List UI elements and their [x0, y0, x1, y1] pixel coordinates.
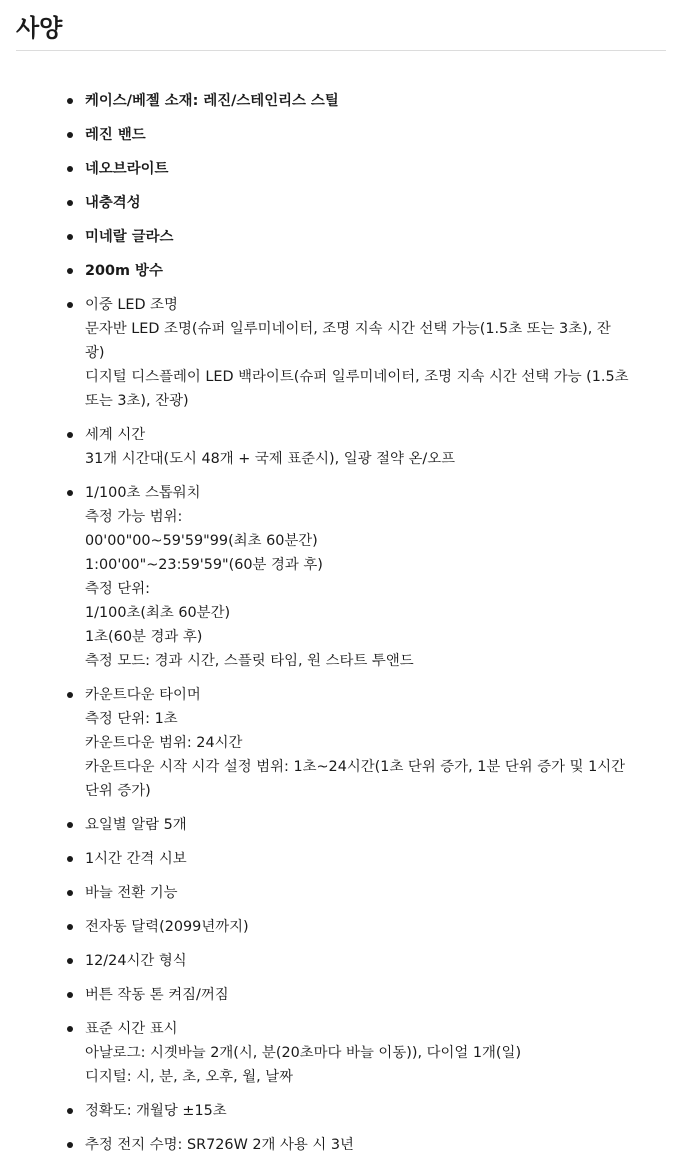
spec-item	[0, 225, 682, 249]
spec-item-detail: 측정 단위:	[85, 581, 151, 597]
spec-item	[0, 423, 682, 471]
spec-list	[0, 89, 682, 1167]
spec-item-title: 네오브라이트	[85, 161, 169, 177]
spec-item	[0, 259, 682, 283]
spec-item	[0, 89, 682, 113]
spec-item-title: 바늘 전환 기능	[85, 885, 178, 901]
spec-item-title: 200m 방수	[85, 263, 163, 279]
spec-item	[0, 983, 682, 1007]
spec-item-detail: 측정 가능 범위:	[85, 509, 183, 525]
spec-item-detail: 문자반 LED 조명(슈퍼 일루미네이터, 조명 지속 시간 선택 가능(1.5초 또는 3초), 잔광)	[85, 321, 611, 361]
spec-item	[0, 683, 682, 803]
spec-item-title: 정확도: 개월당 ±15초	[85, 1103, 227, 1119]
spec-item-title: 12/24시간 형식	[85, 953, 187, 969]
spec-item-title: 1/100초 스톱워치	[85, 485, 201, 501]
spec-item	[0, 1017, 682, 1089]
spec-item-title: 내충격성	[85, 195, 141, 211]
spec-item-detail: 디지털 디스플레이 LED 백라이트(슈퍼 일루미네이터, 조명 지속 시간 선택 가능 (1.5초 또는 3초), 잔광)	[85, 369, 629, 409]
spec-item-title: 이중 LED 조명	[85, 297, 178, 313]
spec-item-title: 요일별 알람 5개	[85, 817, 187, 833]
spec-item-title: 카운트다운 타이머	[85, 687, 201, 703]
spec-item	[0, 881, 682, 905]
spec-item	[0, 813, 682, 837]
spec-item	[0, 293, 682, 413]
spec-item	[0, 1099, 682, 1123]
spec-item-title: 세계 시간	[85, 427, 146, 443]
spec-item-detail: 1초(60분 경과 후)	[85, 629, 203, 645]
spec-item	[0, 847, 682, 871]
spec-item-title: 미네랄 글라스	[85, 229, 174, 245]
spec-item-title: 레진 밴드	[85, 127, 146, 143]
spec-item-detail: 측정 단위: 1초	[85, 711, 178, 727]
spec-item-detail: 측정 모드: 경과 시간, 스플릿 타임, 원 스타트 투앤드	[85, 653, 414, 669]
spec-item-title: 추정 전지 수명: SR726W 2개 사용 시 3년	[85, 1137, 354, 1153]
spec-item	[0, 1133, 682, 1157]
spec-item-detail: 1:00'00"~23:59'59"(60분 경과 후)	[85, 557, 323, 573]
spec-item-detail: 카운트다운 시작 시각 설정 범위: 1초~24시간(1초 단위 증가, 1분 단위 증가 및 1시간 단위 증가)	[85, 759, 626, 799]
spec-item-title: 표준 시간 표시	[85, 1021, 178, 1037]
page-title: 사양	[16, 14, 63, 42]
spec-item-detail: 아날로그: 시곗바늘 2개(시, 분(20초마다 바늘 이동)), 다이얼 1개(일)	[85, 1045, 522, 1061]
spec-item-title: 1시간 간격 시보	[85, 851, 187, 867]
spec-item-detail: 31개 시간대(도시 48개 + 국제 표준시), 일광 절약 온/오프	[85, 451, 456, 467]
spec-item-title: 케이스/베젤 소재: 레진/스테인리스 스틸	[85, 93, 339, 109]
spec-item	[0, 157, 682, 181]
title-divider	[16, 50, 666, 51]
spec-item-detail: 디지털: 시, 분, 초, 오후, 월, 날짜	[85, 1069, 294, 1085]
spec-item	[0, 123, 682, 147]
spec-item	[0, 949, 682, 973]
spec-item-title: 전자동 달력(2099년까지)	[85, 919, 249, 935]
spec-item-detail: 카운트다운 범위: 24시간	[85, 735, 243, 751]
spec-item	[0, 481, 682, 673]
spec-item-detail: 1/100초(최초 60분간)	[85, 605, 231, 621]
spec-item	[0, 915, 682, 939]
spec-item	[0, 191, 682, 215]
spec-item-title: 버튼 작동 톤 켜짐/꺼짐	[85, 987, 229, 1003]
spec-item-detail: 00'00"00~59'59"99(최초 60분간)	[85, 533, 318, 549]
